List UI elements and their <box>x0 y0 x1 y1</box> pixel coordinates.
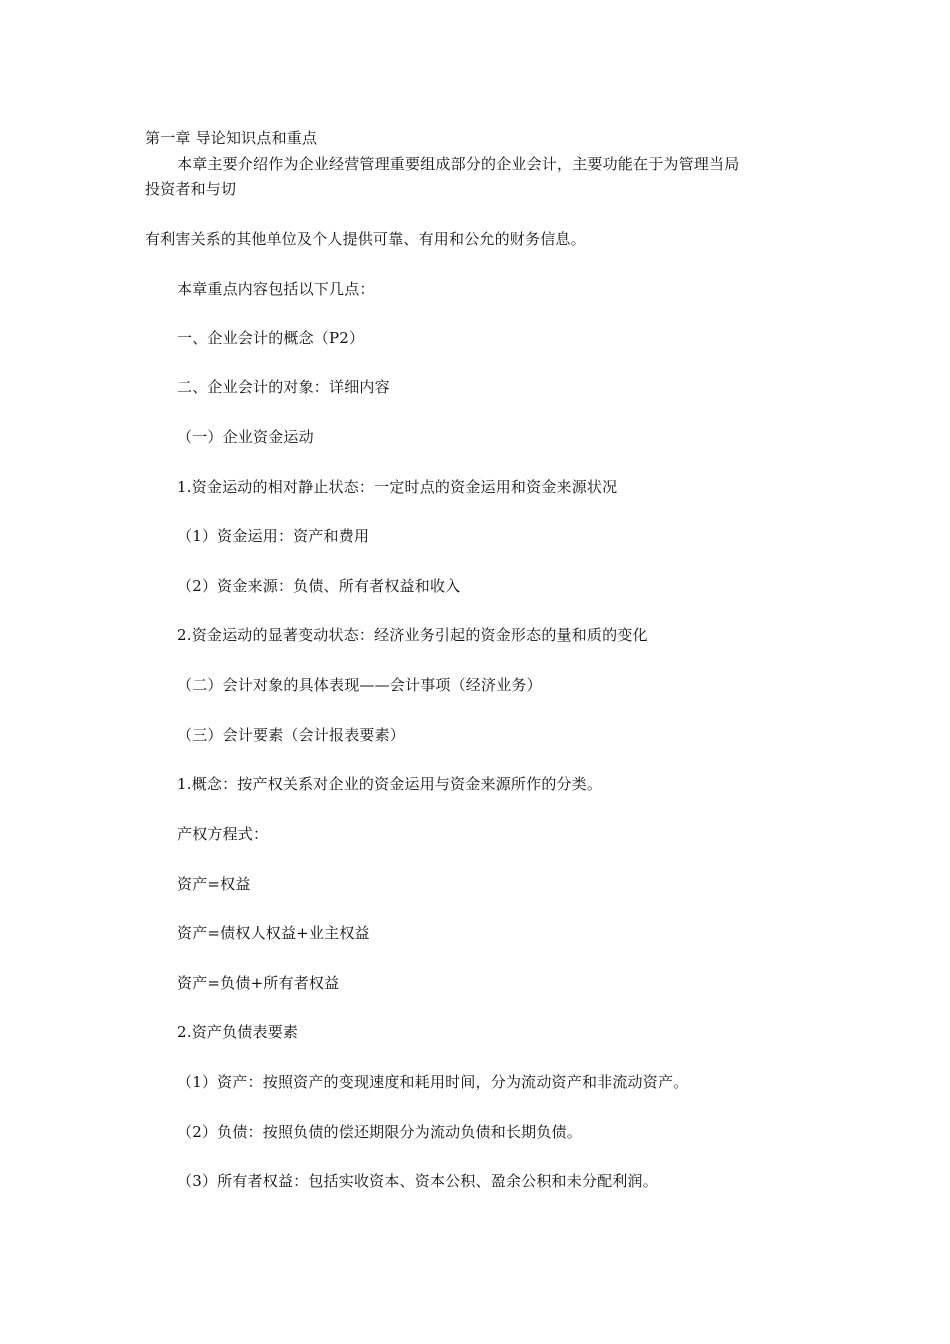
outline-item: （一）企业资金运动 <box>177 428 314 446</box>
outline-item: 2.资产负债表要素 <box>177 1023 299 1041</box>
outline-item: 2.资金运动的显著变动状态：经济业务引起的资金形态的量和质的变化 <box>177 626 648 644</box>
chapter-title: 第一章 导论知识点和重点 <box>145 129 318 147</box>
intro-paragraph-line: 本章主要介绍作为企业经营管理重要组成部分的企业会计，主要功能在于为管理当局 <box>177 155 740 173</box>
outline-item: 1.资金运动的相对静止状态：一定时点的资金运用和资金来源状况 <box>177 478 618 496</box>
key-points-heading: 本章重点内容包括以下几点： <box>177 280 375 298</box>
outline-item: 一、企业会计的概念（P2） <box>177 329 365 347</box>
equation-line: 资产=债权人权益+业主权益 <box>177 924 370 942</box>
outline-item: （1）资产：按照资产的变现速度和耗用时间，分为流动资产和非流动资产。 <box>177 1073 689 1091</box>
outline-item: 二、企业会计的对象：详细内容 <box>177 378 390 396</box>
outline-item: （2）资金来源：负债、所有者权益和收入 <box>177 577 461 595</box>
equation-line: 资产=负债+所有者权益 <box>177 974 340 992</box>
outline-item: （三）会计要素（会计报表要素） <box>177 726 406 744</box>
outline-item: （3）所有者权益：包括实收资本、资本公积、盈余公积和未分配利润。 <box>177 1172 658 1190</box>
intro-paragraph-line: 投资者和与切 <box>145 180 237 198</box>
outline-item: 1.概念：按产权关系对企业的资金运用与资金来源所作的分类。 <box>177 775 603 793</box>
outline-item: （1）资金运用：资产和费用 <box>177 527 370 545</box>
outline-item: （二）会计对象的具体表现——会计事项（经济业务） <box>177 676 542 694</box>
outline-item: 产权方程式： <box>177 825 269 843</box>
equation-line: 资产=权益 <box>177 875 251 893</box>
intro-paragraph-line: 有利害关系的其他单位及个人提供可靠、有用和公允的财务信息。 <box>145 230 586 248</box>
outline-item: （2）负债：按照负债的偿还期限分为流动负债和长期负债。 <box>177 1123 582 1141</box>
